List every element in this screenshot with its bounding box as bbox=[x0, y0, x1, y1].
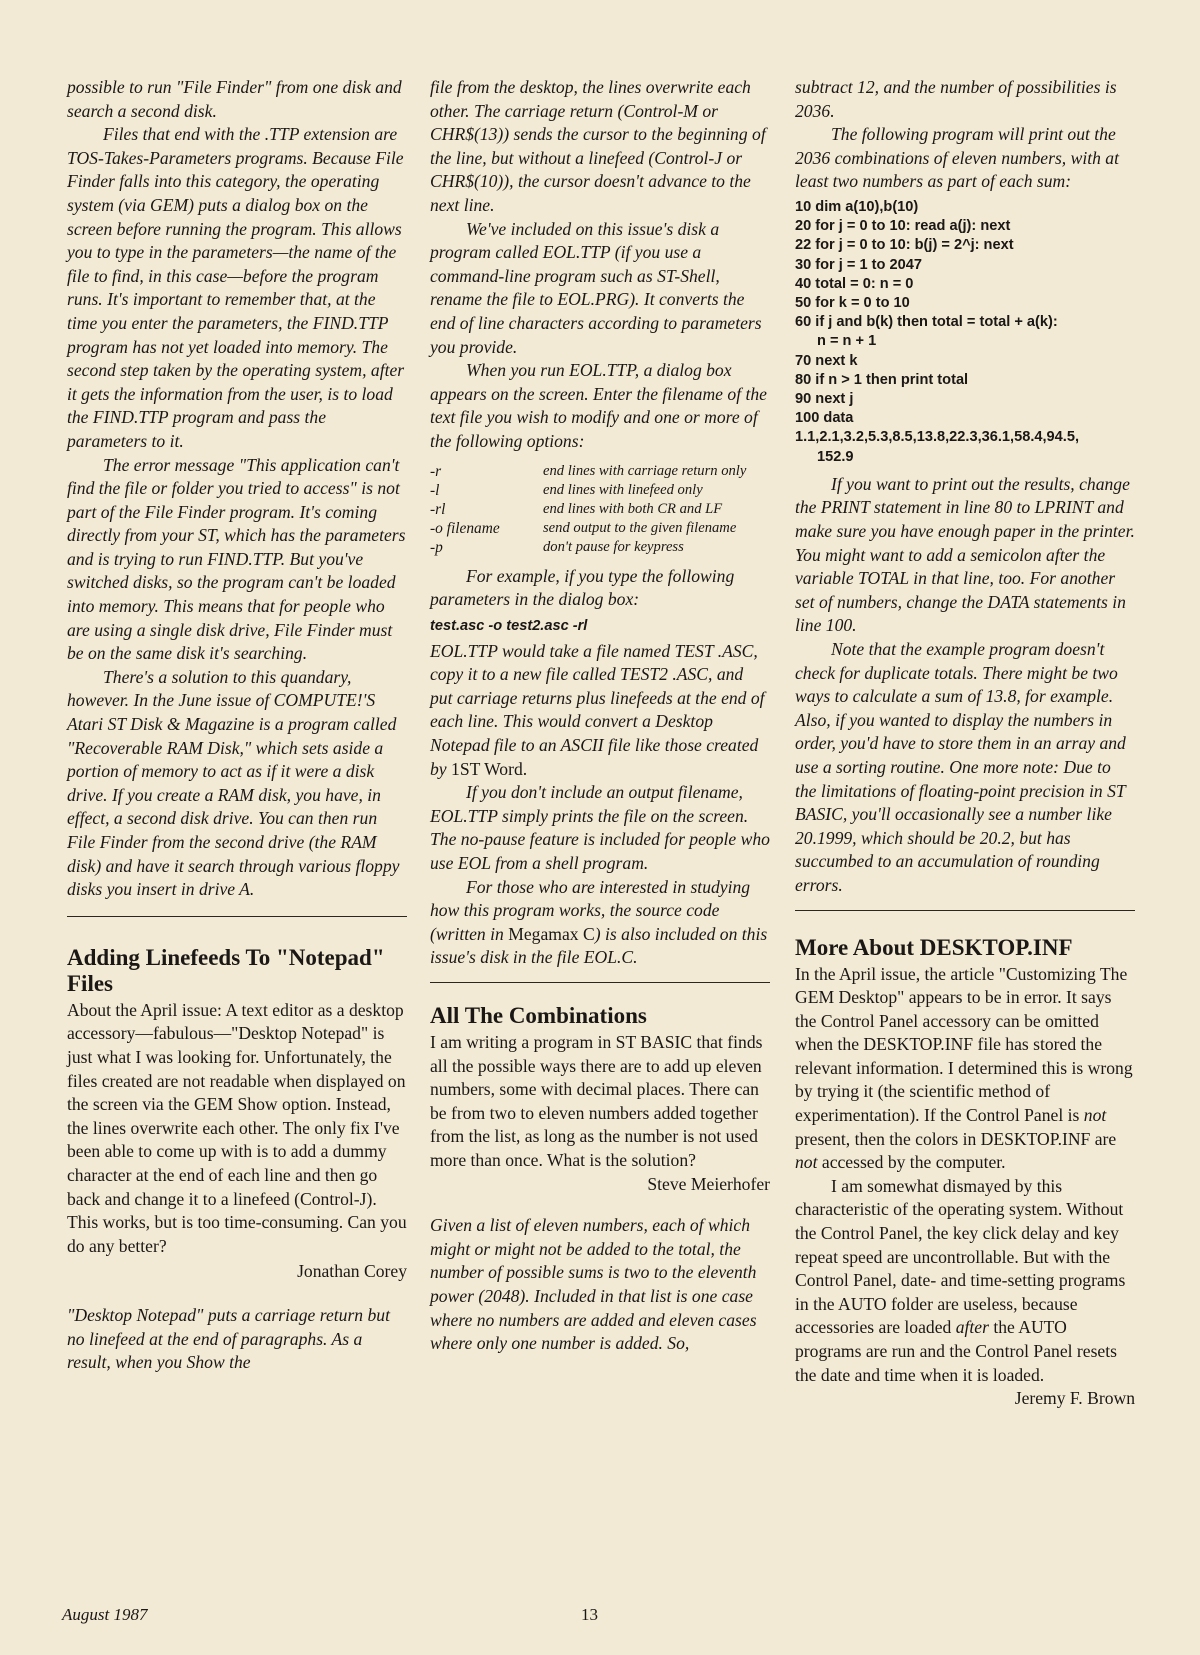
option-row bbox=[430, 481, 770, 500]
code-line: 30 for j = 1 to 2047 bbox=[795, 256, 922, 273]
text-span: For those who are interested in studying how this program works, the source code (written in bbox=[430, 876, 751, 944]
paragraph: file from the desktop, the lines overwrite each other. The carriage return (Control-M or CHR$(13)) sends the cursor to the beginning of the line, but without a linefeed (Control-J or CHR$(10)), the cursor doesn't advance to the next line. bbox=[430, 77, 766, 215]
option-flag: -r bbox=[430, 462, 442, 480]
paragraph: When you run EOL.TTP, a dialog box appears on the screen. Enter the filename of the text file you wish to modify and one or more of the following options: bbox=[430, 360, 767, 451]
section-heading-linefeeds: Adding Linefeeds To "Notepad" Files bbox=[67, 944, 385, 996]
section-heading-combinations: All The Combinations bbox=[430, 1003, 647, 1028]
code-line: 60 if j and b(k) then total = total + a(k): bbox=[795, 314, 1058, 331]
paragraph bbox=[430, 640, 770, 782]
reader-letter: I am writing a program in ST BASIC that finds all the possible ways there are to add up eleven numbers, some with decimal places. There can be from two to eleven numbers added together from the list, as long as the number is not used more than once. What is the solution? bbox=[430, 1032, 763, 1170]
column-1 bbox=[67, 76, 407, 1375]
text-span: the AUTO programs are run and the Control Panel resets the date and time when it is loaded. bbox=[795, 1317, 1117, 1385]
option-row bbox=[430, 462, 770, 481]
text-span: accessed by the computer. bbox=[817, 1152, 1006, 1173]
option-description: don't pause for keypress bbox=[543, 538, 684, 555]
paragraph: The following program will print out the 2036 combinations of eleven numbers, with at least two numbers as part of each sum: bbox=[795, 124, 1119, 192]
reader-letter: About the April issue: A text editor as a desktop accessory—fabulous—"Desktop Notepad" is just what I was looking for. Unfortunately, the files created are not readable when displayed on the screen via the GEM Show option. Instead, the lines overwrite each other. The only fix I've been able to come up with is to add a dummy character at the end of each line and then go back and change it to a linefeed (Control-J). This works, but is too time-consuming. Can you do any better? bbox=[67, 999, 407, 1256]
code-line: 10 dim a(10),b(10) bbox=[795, 198, 919, 215]
emphasis: not bbox=[1083, 1105, 1107, 1126]
option-description: end lines with linefeed only bbox=[543, 481, 703, 498]
code-line: 40 total = 0: n = 0 bbox=[795, 275, 914, 292]
code-line: 1.1,2.1,3.2,5.3,8.5,13.8,22.3,36.1,58.4,94.5, bbox=[795, 429, 1080, 446]
emphasis: not bbox=[795, 1152, 818, 1173]
option-flag: -o filename bbox=[430, 519, 500, 537]
code-line: 90 next j bbox=[795, 391, 854, 407]
paragraph: If you want to print out the results, change the PRINT statement in line 80 to LPRINT and make sure you have enough paper in the printer. You might want to add a semicolon after the variable TOTAL in that line, too. For another set of numbers, change the DATA statements in line 100. bbox=[795, 473, 1135, 636]
reader-letter bbox=[795, 963, 1135, 1175]
paragraph bbox=[430, 876, 770, 970]
editor-answer: Given a list of eleven numbers, each of which might or might not be added to the total, the number of possible sums is two to the eleventh power (2048). Included in that list is one case where no numbers are added and eleven cases where only one number is added. So, bbox=[430, 1215, 757, 1354]
text-span: I am somewhat dismayed by this characteristic of the operating system. Without the Control Panel, the key click delay and key repeat speed are uncontrollable. But with the Control Panel, date- and time-setting programs in the AUTO folder are useless, because accessories are loaded bbox=[795, 1175, 1126, 1338]
paragraph: For example, if you type the following parameters in the dialog box: bbox=[430, 565, 735, 610]
paragraph: There's a solution to this quandary, however. In the June issue of COMPUTE!'S Atari ST Disk & Magazine is a program called "Recoverable RAM Disk," which sets aside a portion of memory to act as if it were a disk drive. If you create a RAM disk, you have, in effect, a second disk drive. You can then run File Finder from the second drive (the RAM disk) and have it search through various floppy disks you insert in drive A. bbox=[67, 666, 400, 900]
command-example: test.asc -o test2.asc -rl bbox=[430, 617, 588, 634]
paragraph: Note that the example program doesn't check for duplicate totals. There might be two ways to calculate a sum of 13.8, for example. Also, if you wanted to display the numbers in order, you'd have to store them in an array and use a sorting routine. One more note: Due to the limitations of floating-point precision in ST BASIC, you'll occasionally see a number like 20.1999, which should be 20.2, but has succumbed to an accumulation of rounding errors. bbox=[795, 638, 1126, 895]
letter-signature: Jeremy F. Brown bbox=[1014, 1388, 1135, 1409]
paragraph: possible to run "File Finder" from one disk and search a second disk. bbox=[67, 77, 402, 121]
code-line: n = n + 1 bbox=[817, 333, 877, 350]
paragraph: We've included on this issue's disk a program called EOL.TTP (if you use a command-line program such as ST-Shell, rename the file to EOL.PRG). It converts the end of line characters according to parameters you provide. bbox=[430, 218, 762, 357]
text-span-roman: 1ST Word. bbox=[451, 758, 528, 779]
code-line: 50 for k = 0 to 10 bbox=[795, 294, 910, 311]
paragraph: The error message "This application can't find the file or folder you tried to access" is not part of the File Finder program. It's coming directly from your ST, which has the parameters and is trying to run FIND.TTP. But you've switched disks, so the program can't be loaded into memory. This means that for people who are using a single disk drive, File Finder must be on the same disk it's searching. bbox=[67, 454, 406, 664]
code-line: 152.9 bbox=[817, 448, 854, 465]
text-span: ) is also included on this issue's disk in the file EOL.C. bbox=[430, 923, 768, 968]
code-line: 22 for j = 0 to 10: b(j) = 2^j: next bbox=[795, 237, 1014, 254]
code-line: 20 for j = 0 to 10: read a(j): next bbox=[795, 218, 1011, 235]
section-divider bbox=[430, 982, 770, 983]
options-list bbox=[430, 462, 770, 557]
letter-signature: Steve Meierhofer bbox=[647, 1173, 770, 1194]
column-2 bbox=[430, 76, 770, 1356]
option-row bbox=[430, 500, 770, 519]
option-description: end lines with both CR and LF bbox=[543, 500, 723, 517]
option-flag: -p bbox=[430, 538, 443, 556]
section-divider bbox=[795, 910, 1135, 911]
text-span: In the April issue, the article "Customizing The GEM Desktop" appears to be in error. It says the Control Panel accessory can be omitted when the DESKTOP.INF file has stored the relevant information. I determined this is wrong by trying it (the scientific method of experimentation). If the Control Panel is bbox=[795, 963, 1133, 1126]
reader-letter bbox=[795, 1175, 1135, 1387]
option-description: send output to the given filename bbox=[543, 519, 737, 536]
editor-answer: "Desktop Notepad" puts a carriage return but no linefeed at the end of paragraphs. As a result, when you Show the bbox=[67, 1304, 390, 1373]
column-3 bbox=[795, 76, 1135, 1419]
emphasis: after bbox=[955, 1317, 989, 1338]
code-line: 100 data bbox=[795, 410, 854, 427]
paragraph: subtract 12, and the number of possibilities is 2036. bbox=[795, 77, 1117, 121]
text-span: present, then the colors in DESKTOP.INF are bbox=[795, 1128, 1117, 1149]
option-row bbox=[430, 519, 770, 538]
option-flag: -l bbox=[430, 481, 440, 499]
code-line: 70 next k bbox=[795, 352, 858, 369]
paragraph: If you don't include an output filename, EOL.TTP simply prints the file on the screen. The no-pause feature is included for people who use EOL from a shell program. bbox=[430, 782, 770, 874]
code-line: 80 if n > 1 then print total bbox=[795, 371, 969, 388]
text-span: EOL.TTP would take a file named TEST .ASC, copy it to a new file called TEST2 .ASC, and put carriage returns plus linefeeds at the end of each line. This would convert a Desktop Notepad file to an ASCII file like those created by bbox=[430, 640, 765, 779]
option-description: end lines with carriage return only bbox=[543, 462, 747, 479]
text-span-roman: Megamax C bbox=[508, 923, 595, 944]
letter-signature: Jonathan Corey bbox=[297, 1261, 407, 1282]
option-row bbox=[430, 538, 770, 557]
paragraph: Files that end with the .TTP extension are TOS-Takes-Parameters programs. Because File Finder falls into this category, the operating system (via GEM) puts a dialog box on the screen before running the program. This allows you to type in the parameters—the name of the file to find, in this case—before the program runs. It's important to remember that, at the time you enter the parameters, the FIND.TTP program has not yet loaded into memory. The second step taken by the operating system, after it gets the information from the user, is to load the FIND.TTP program and pass the parameters to it. bbox=[67, 124, 405, 451]
section-heading-desktop-inf: More About DESKTOP.INF bbox=[795, 934, 1073, 960]
page-number: 13 bbox=[581, 1605, 598, 1624]
section-divider bbox=[67, 916, 407, 917]
option-flag: -rl bbox=[430, 500, 446, 518]
basic-program-listing bbox=[795, 198, 1135, 467]
footer-issue-date: August 1987 bbox=[62, 1605, 148, 1624]
